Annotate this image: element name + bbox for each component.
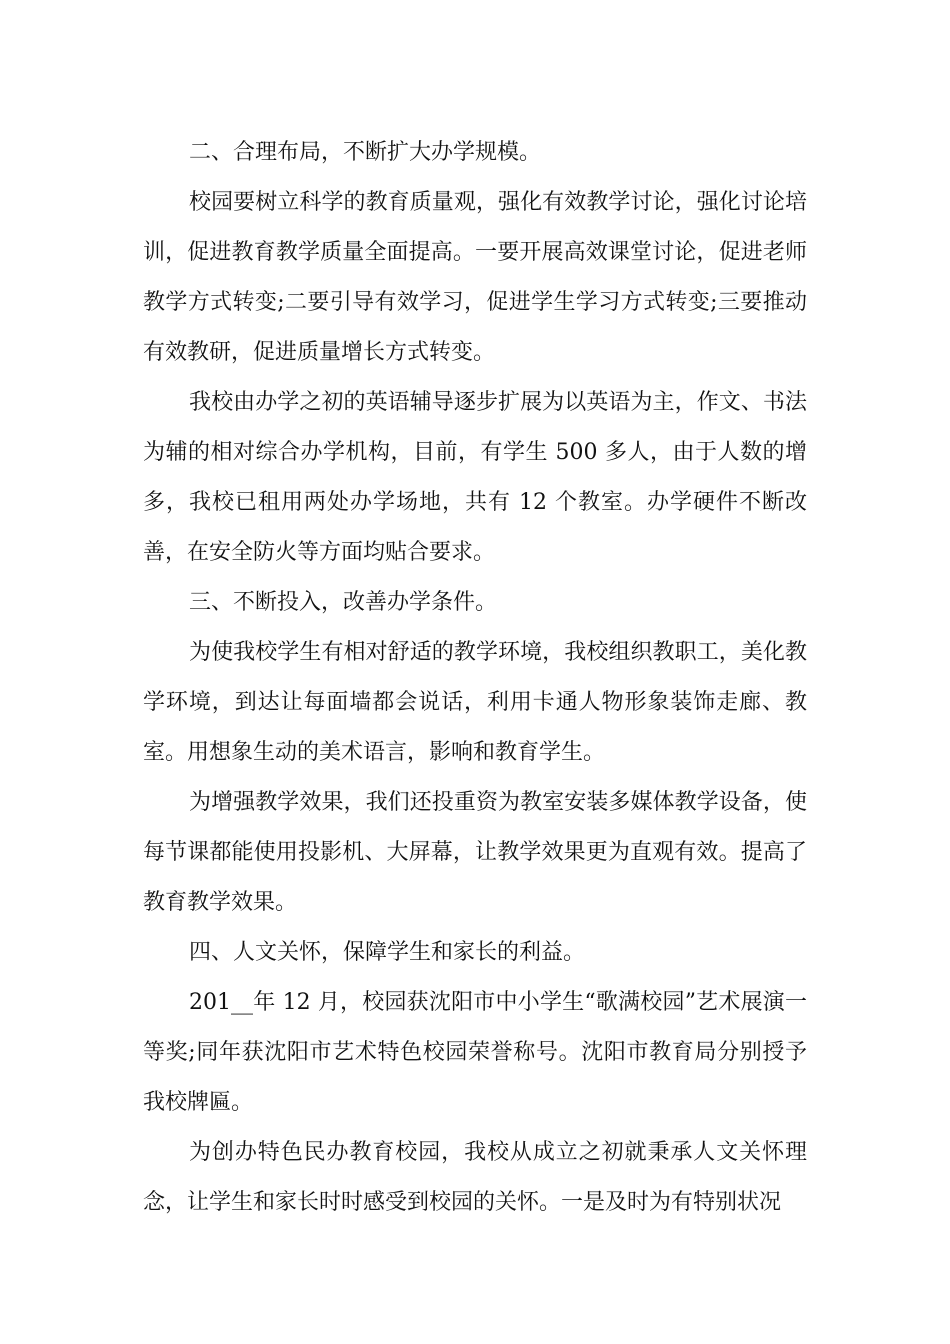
section-heading-4: 四、人文关怀，保障学生和家长的利益。: [189, 940, 586, 965]
paragraph-school-scale: 我校由办学之初的英语辅导逐步扩展为以英语为主，作文、书法为辅的相对综合办学机构，目前，有学生 500 多人，由于人数的增多，我校已租用两处办学场地，共有 12 个教室。办学硬件不断改善，在安全防火等方面均贴合要求。: [143, 390, 807, 565]
paragraph-teaching-quality: 校园要树立科学的教育质量观，强化有效教学讨论，强化讨论培训，促进教育教学质量全面提高。一要开展高效课堂讨论，促进老师教学方式转变;二要引导有效学习，促进学生学习方式转变;三要推动有效教研，促进质量增长方式转变。: [143, 190, 807, 365]
paragraph-multimedia: 为增强教学效果，我们还投重资为教室安装多媒体教学设备，使每节课都能使用投影机、大屏幕，让教学效果更为直观有效。提高了教育教学效果。: [143, 790, 807, 915]
paragraph-awards: 201__年 12 月，校园获沈阳市中小学生“歌满校园”艺术展演一等奖;同年获沈阳市艺术特色校园荣誉称号。沈阳市教育局分别授予我校牌匾。: [143, 990, 807, 1115]
paragraph-humanistic-care: 为创办特色民办教育校园，我校从成立之初就秉承人文关怀理念，让学生和家长时时感受到校园的关怀。一是及时为有特别状况: [143, 1140, 807, 1215]
document-body: [143, 128, 807, 1228]
section-heading-3: 三、不断投入，改善办学条件。: [189, 590, 498, 615]
paragraph-environment: 为使我校学生有相对舒适的教学环境，我校组织教职工，美化教学环境，到达让每面墙都会说话，利用卡通人物形象装饰走廊、教室。用想象生动的美术语言，影响和教育学生。: [143, 640, 807, 765]
section-heading-2: 二、合理布局，不断扩大办学规模。: [189, 140, 542, 165]
